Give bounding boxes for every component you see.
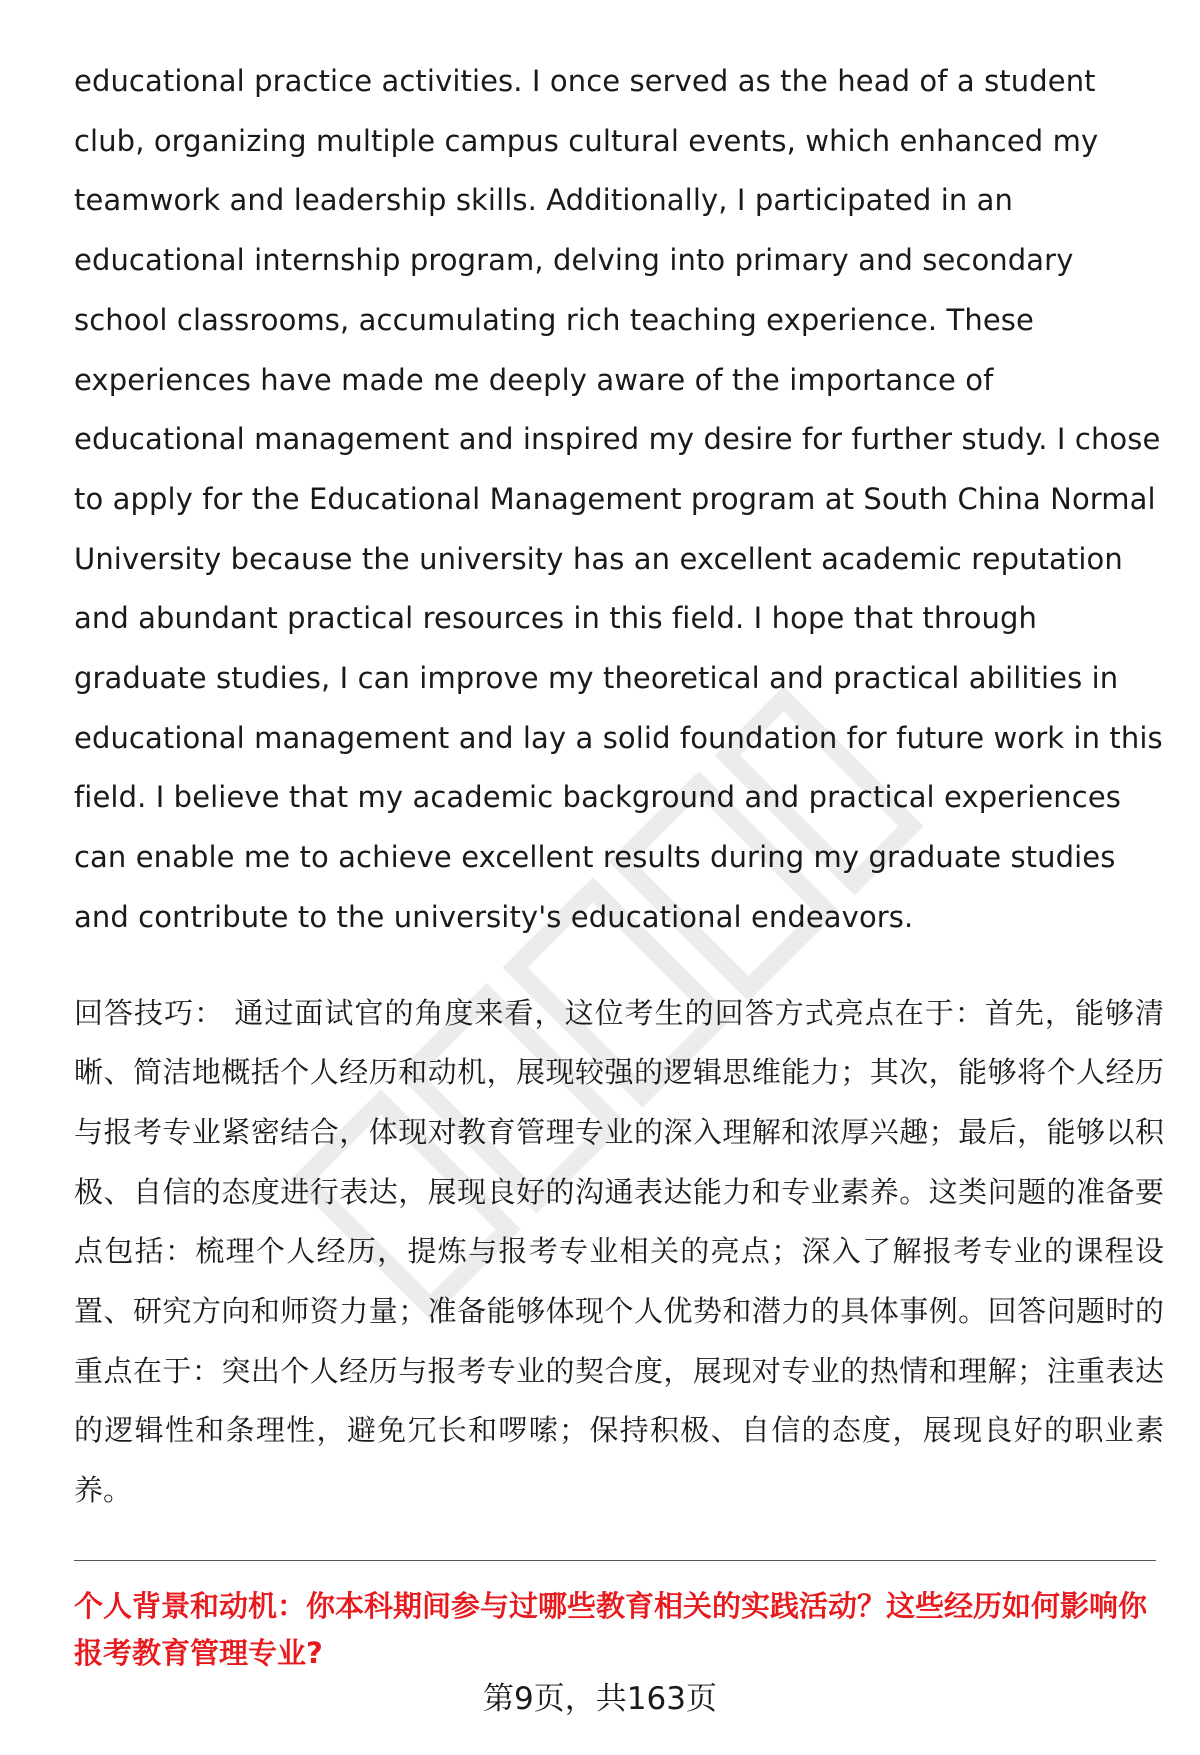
next-question-heading: 个人背景和动机：你本科期间参与过哪些教育相关的实践活动？这些经历如何影响你报考教育管理专业? — [74, 1589, 1148, 1670]
english-answer-paragraph: educational practice activities. I once served as the head of a student club, organizing multiple campus cultural events, which enhanced my teamwork and leadership skills. Additionally, I participated in an educational internship program, delving into primary and secondary school classrooms, accumulating rich teaching experience. These experiences have made me deeply aware of the importance of educational management and inspired my desire for further study. I chose to apply for the Educational Management program at South China Normal University because the university has an excellent academic reputation and abundant practical resources in this field. I hope that through graduate studies, I can improve my theoretical and practical abilities in educational management and lay a solid foundation for future work in this field. I believe that my academic background and practical experiences can enable me to achieve excellent results during my graduate studies and contribute to the university's educational endeavors. — [74, 64, 1163, 934]
page-number-footer: 第9页，共163页 — [483, 1681, 717, 1717]
section-divider — [74, 1560, 1156, 1561]
page-content — [74, 52, 1164, 1521]
answer-tips-paragraph: 回答技巧： 通过面试官的角度来看，这位考生的回答方式亮点在于：首先，能够清晰、简洁地概括个人经历和动机，展现较强的逻辑思维能力；其次，能够将个人经历与报考专业紧密结合，体现对教育管理专业的深入理解和浓厚兴趣；最后，能够以积极、自信的态度进行表达，展现良好的沟通表达能力和专业素养。这类问题的准备要点包括：梳理个人经历，提炼与报考专业相关的亮点；深入了解报考专业的课程设置、研究方向和师资力量；准备能够体现个人优势和潜力的具体事例。回答问题时的重点在于：突出个人经历与报考专业的契合度，展现对专业的热情和理解；注重表达的逻辑性和条理性，避免冗长和啰嗦；保持积极、自信的态度，展现良好的职业素养。 — [74, 995, 1164, 1508]
